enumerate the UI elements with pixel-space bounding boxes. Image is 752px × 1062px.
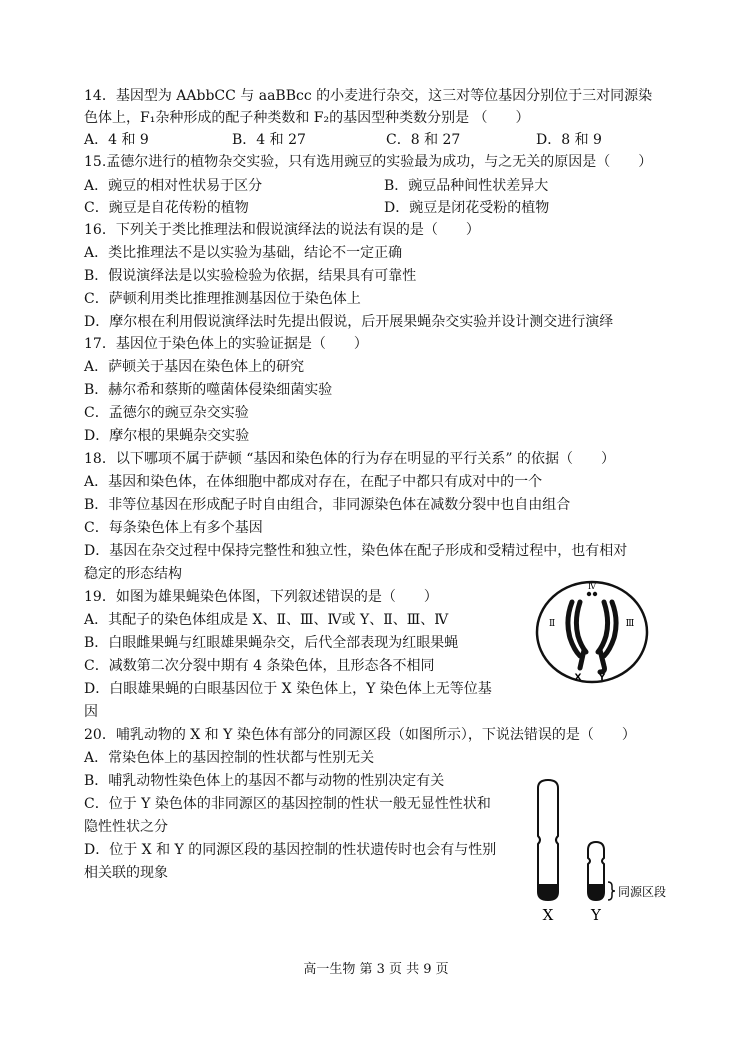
q17-option-d: D．摩尔根的果蝇杂交实验 bbox=[84, 428, 250, 444]
q16-option-b: B．假说演绎法是以实验检验为依据，结果具有可靠性 bbox=[84, 268, 417, 284]
q18-option-d-line1: D．基因在杂交过程中保持完整性和独立性，染色体在配子形成和受精过程中，也有相对 bbox=[84, 543, 628, 559]
label-iii: Ⅲ bbox=[625, 619, 635, 629]
q14-stem-line2: 色体上，F₁杂种形成的配子种类数和 F₂的基因型种类数分别是 （ ） bbox=[84, 110, 530, 126]
label-x: X bbox=[574, 673, 582, 683]
q20-option-d-line1: D．位于 X 和 Y 的同源区段的基因控制的性状遗传时也会有与性别 bbox=[84, 842, 497, 858]
q19-option-b: B．白眼雌果蝇与红眼雄果蝇杂交，后代全部表现为红眼果蝇 bbox=[84, 635, 459, 651]
q14-stem-line1: 14．基因型为 AAbbCC 与 aaBBcc 的小麦进行杂交，这三对等位基因分别位于三对同源染 bbox=[84, 88, 653, 104]
q15-option-a: A．豌豆的相对性状易于区分 bbox=[84, 178, 263, 194]
chromosome-iv-right bbox=[593, 592, 597, 596]
chromosome-x bbox=[580, 650, 584, 668]
q14-option-d: D．8 和 9 bbox=[536, 132, 602, 148]
q20-option-c-line2: 隐性性状之分 bbox=[84, 819, 168, 835]
q20-option-b: B．哺乳动物性染色体上的基因不都与动物的性别决定有关 bbox=[84, 773, 445, 789]
q20-option-a: A．常染色体上的基因控制的性状都与性别无关 bbox=[84, 750, 375, 766]
q15-stem: 15.孟德尔进行的植物杂交实验，只有选用豌豆的实验最为成功，与之无关的原因是（ ） bbox=[84, 154, 653, 170]
q18-option-d-line2: 稳定的形态结构 bbox=[84, 566, 182, 582]
q17-option-a: A．萨顿关于基因在染色体上的研究 bbox=[84, 359, 305, 375]
q18-option-c: C．每条染色体上有多个基因 bbox=[84, 520, 263, 536]
q19-stem: 19．如图为雄果蝇染色体图，下列叙述错误的是（ ） bbox=[84, 589, 438, 605]
q18-option-b: B．非等位基因在形成配子时自由组合，非同源染色体在减数分裂中也自由组合 bbox=[84, 497, 571, 513]
chromosome-iii-b bbox=[598, 602, 608, 652]
y-homologous-region bbox=[588, 884, 604, 900]
fruit-fly-chromosome-figure bbox=[532, 580, 652, 686]
q16-option-d: D．摩尔根在利用假说演绎法时先提出假说，后开展果蝇杂交实验并设计测交进行演绎 bbox=[84, 314, 614, 330]
q20-option-d-line2: 相关联的现象 bbox=[84, 865, 168, 881]
cell-outline bbox=[537, 582, 647, 682]
q15-option-d: D．豌豆是闭花受粉的植物 bbox=[384, 200, 550, 216]
label-iv: Ⅳ bbox=[588, 582, 596, 591]
q14-option-c: C．8 和 27 bbox=[386, 132, 461, 148]
q16-option-c: C．萨顿利用类比推理推测基因位于染色体上 bbox=[84, 291, 361, 307]
label-y: Y bbox=[598, 673, 606, 683]
q20-option-c-line1: C．位于 Y 染色体的非同源区的基因控制的性状一般无显性性状和 bbox=[84, 796, 491, 812]
q17-option-b: B．赫尔希和蔡斯的噬菌体侵染细菌实验 bbox=[84, 382, 333, 398]
chromosome-iv-left bbox=[587, 592, 591, 596]
chromosome-ii-b bbox=[576, 602, 586, 652]
x-chromosome bbox=[538, 780, 558, 900]
q14-option-a: A．4 和 9 bbox=[84, 132, 149, 148]
q20-stem: 20．哺乳动物的 X 和 Y 染色体有部分的同源区段（如图所示），下说法错误的是（ ） bbox=[84, 727, 636, 743]
q15-option-c: C．豌豆是自花传粉的植物 bbox=[84, 200, 249, 216]
q19-option-d-line1: D．白眼雄果蝇的白眼基因位于 X 染色体上，Y 染色体上无等位基 bbox=[84, 681, 492, 697]
xy-chromosome-figure bbox=[526, 778, 686, 928]
q16-option-a: A．类比推理法不是以实验为基础，结论不一定正确 bbox=[84, 245, 403, 261]
y-label: Y bbox=[591, 906, 601, 924]
page-footer: 高一生物 第 3 页 共 9 页 bbox=[303, 962, 449, 977]
homologous-brace bbox=[608, 882, 615, 900]
q18-option-a: A．基因和染色体，在体细胞中都成对存在，在配子中都只有成对中的一个 bbox=[84, 474, 543, 490]
q17-stem: 17．基因位于染色体上的实验证据是（ ） bbox=[84, 336, 368, 352]
x-label: X bbox=[542, 906, 554, 924]
q18-stem: 18．以下哪项不属于萨顿 “基因和染色体的行为存在明显的平行关系” 的依据（ ） bbox=[84, 451, 616, 467]
q19-option-c: C．减数第二次分裂中期有 4 条染色体，且形态各不相同 bbox=[84, 658, 435, 674]
q16-stem: 16．下列关于类比推理法和假说演绎法的说法有误的是（ ） bbox=[84, 222, 480, 238]
q15-option-b: B．豌豆品种间性状差异大 bbox=[384, 178, 549, 194]
x-homologous-region bbox=[538, 884, 558, 900]
homologous-label: 同源区段 bbox=[618, 885, 667, 899]
q19-option-a: A．其配子的染色体组成是 X、Ⅱ、Ⅲ、Ⅳ或 Y、Ⅱ、Ⅲ、Ⅳ bbox=[84, 612, 449, 628]
label-ii: Ⅱ bbox=[548, 619, 556, 629]
q14-option-b: B．4 和 27 bbox=[232, 132, 306, 148]
q19-option-d-line2: 因 bbox=[84, 704, 98, 720]
q17-option-c: C．孟德尔的豌豆杂交实验 bbox=[84, 405, 249, 421]
